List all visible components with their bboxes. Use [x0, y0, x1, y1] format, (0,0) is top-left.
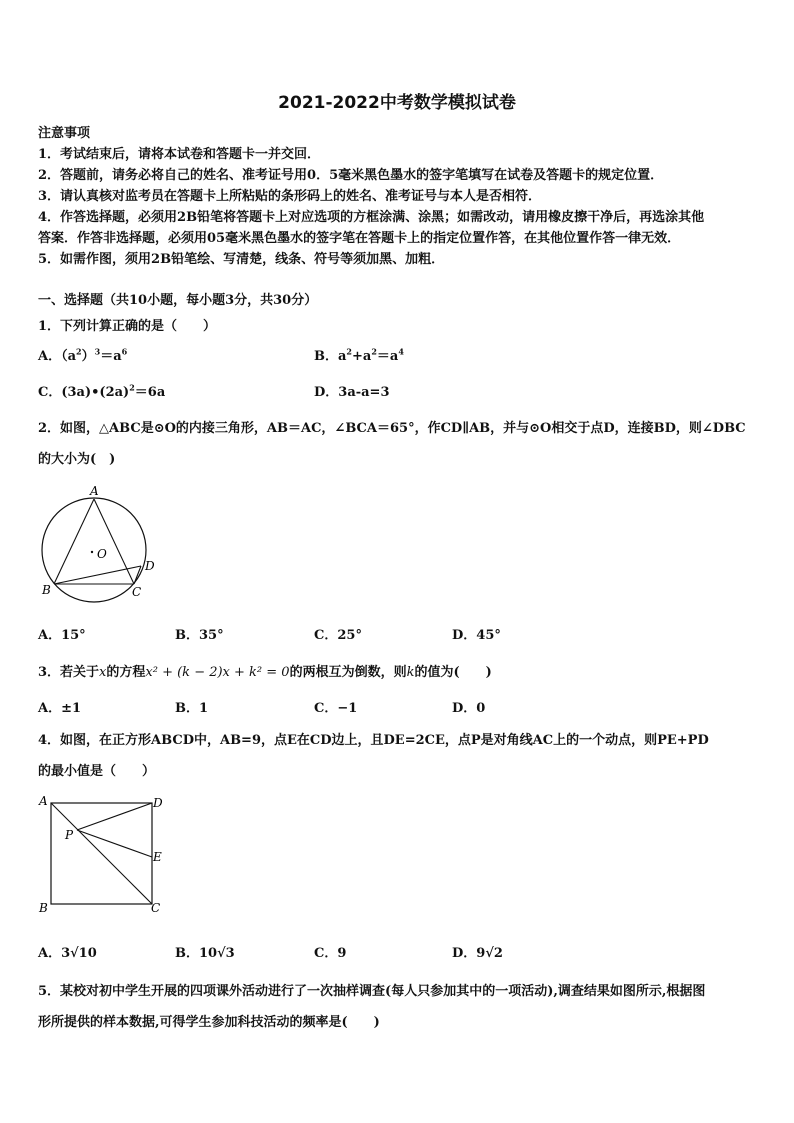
q3-option-c: C．−1	[314, 701, 358, 716]
notice-line-4: 4．作答选择题，必须用2B铅笔将答题卡上对应选项的方框涂满、涂黑；如需改动，请用橡皮擦干净后，再选涂其他	[38, 210, 705, 225]
question-3-stem: 3．若关于x的方程x² + (k − 2)x + k² = 0的两根互为倒数，则k的值为( )	[38, 665, 492, 680]
notice-line-1: 1．考试结束后，请将本试卷和答题卡一并交回．	[38, 147, 321, 162]
label-a: A	[39, 794, 48, 808]
q3-equation: x² + (k − 2)x + k² = 0	[145, 665, 290, 680]
q4-option-d: D．9√2	[452, 946, 503, 961]
label-p: P	[65, 828, 74, 842]
segment-pe	[77, 830, 152, 857]
q1-option-d: D．3a-a=3	[314, 385, 390, 400]
segment-pd	[77, 803, 152, 830]
question-4-stem-line-2: 的最小值是（ ）	[38, 764, 156, 779]
notice-line-6: 5．如需作图，须用2B铅笔绘、写清楚，线条、符号等须加黑、加粗．	[38, 252, 445, 267]
q1-option-c: C．$(3a)•(2a)^2=6a$	[38, 382, 166, 400]
section-heading: 一、选择题（共10小题，每小题3分，共30分）	[38, 293, 318, 308]
label-d: D	[153, 796, 163, 810]
notice-heading: 注意事项	[38, 126, 91, 141]
q3-option-d: D．0	[452, 701, 486, 716]
question-5-stem-line-2: 形所提供的样本数据,可得学生参加科技活动的频率是( )	[38, 1015, 380, 1030]
square-figure	[30, 792, 175, 917]
question-4-stem-line-1: 4．如图，在正方形ABCD中，AB=9，点E在CD边上，且DE=2CE，点P是对角线AC上的一个动点，则PE+PD	[38, 733, 709, 748]
notice-line-5: 答案．作答非选择题，必须用05毫米黑色墨水的签字笔在答题卡上的指定位置作答，在其他位置作答一律无效．	[38, 231, 681, 246]
q2-option-c: C．25°	[314, 628, 362, 643]
circle-o	[42, 498, 146, 602]
q2-option-d: D．45°	[452, 628, 501, 643]
q2-option-b: B．35°	[175, 628, 224, 643]
circle-triangle-figure	[30, 480, 170, 605]
label-d: D	[145, 559, 155, 573]
label-c: C	[132, 585, 142, 599]
question-5-stem-line-1: 5．某校对初中学生开展的四项课外活动进行了一次抽样调查(每人只参加其中的一项活动),调查结果如图所示,根据图	[38, 984, 706, 999]
diagonal-ac	[51, 803, 152, 904]
label-c: C	[151, 901, 161, 915]
notice-line-3: 3．请认真核对监考员在答题卡上所粘贴的条形码上的姓名、准考证号与本人是否相符．	[38, 189, 542, 204]
question-2-stem-line-2: 的大小为( )	[38, 452, 116, 467]
label-e: E	[153, 850, 162, 864]
segment-bd	[54, 566, 141, 584]
q2-option-a: A．15°	[38, 628, 86, 643]
q3-option-b: B．1	[175, 701, 209, 716]
segment-ab	[54, 499, 94, 584]
q4-option-b: B．10√3	[175, 946, 235, 961]
notice-line-2: 2．答题前，请务必将自己的姓名、准考证号用0．5毫米黑色墨水的签字笔填写在试卷及答题卡的规定位置．	[38, 168, 664, 183]
question-2-stem-line-1: 2．如图，△ABC是⊙O的内接三角形，AB＝AC，∠BCA＝65°，作CD∥AB，并与⊙O相交于点D，连接BD，则∠DBC	[38, 421, 746, 436]
page-title: 2021-2022中考数学模拟试卷	[278, 93, 516, 113]
label-b: B	[39, 901, 48, 915]
question-1-stem: 1．下列计算正确的是（ ）	[38, 319, 217, 334]
q4-option-a: A．3√10	[38, 946, 97, 961]
label-o: O	[97, 547, 107, 561]
q3-option-a: A．±1	[38, 701, 82, 716]
q1-option-b: B．$a^2+a^2=a^4$	[314, 346, 404, 364]
q4-option-c: C．9	[314, 946, 347, 961]
label-b: B	[42, 583, 51, 597]
label-a: A	[90, 484, 99, 498]
center-dot	[91, 551, 93, 553]
q1-option-a: A．$(a^2)^3=a^6$	[38, 346, 128, 364]
